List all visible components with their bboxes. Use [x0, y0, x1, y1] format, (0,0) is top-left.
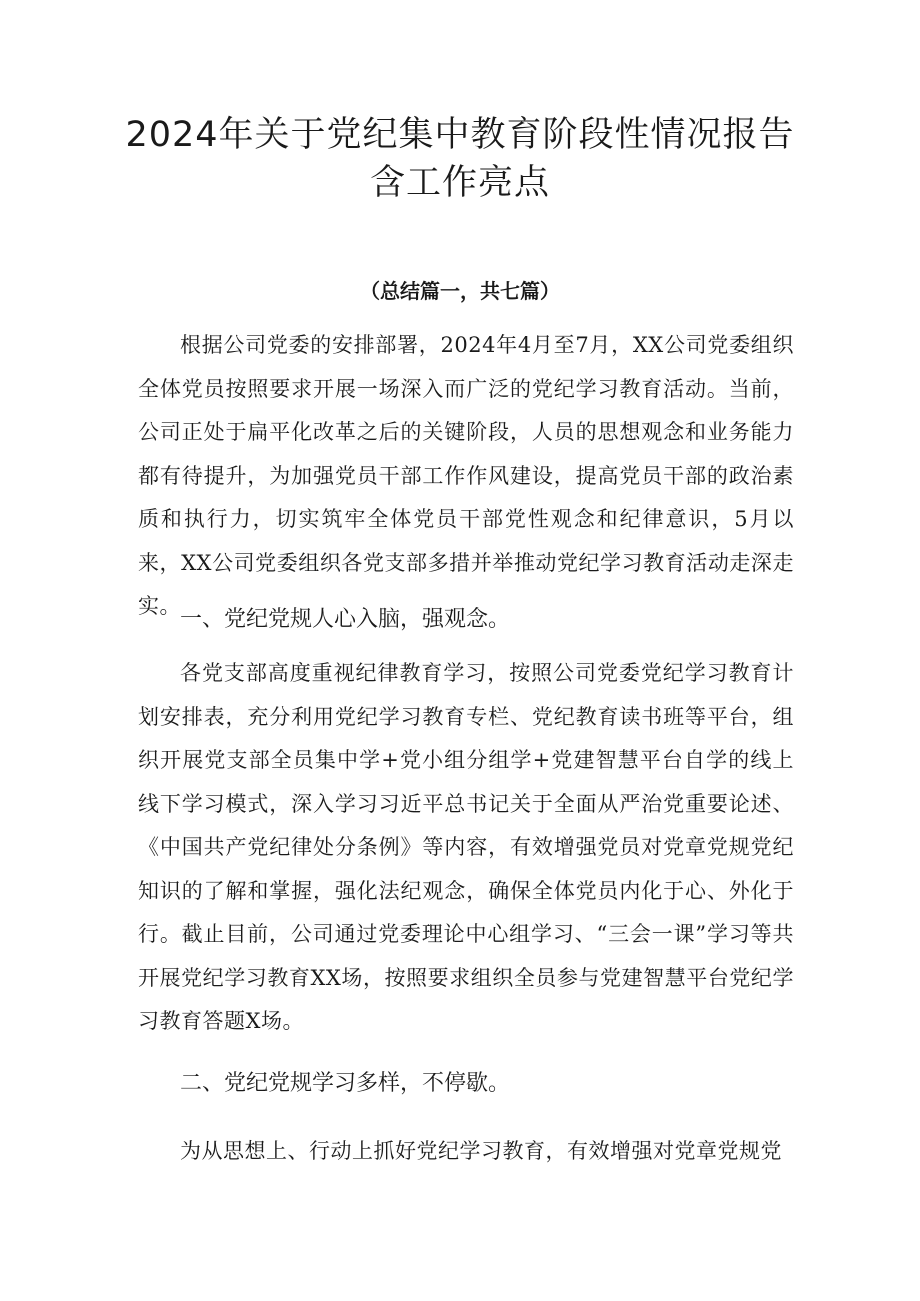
section-2-heading: 二、党纪党规学习多样，不停歇。 [180, 1071, 511, 1096]
section-1-paragraph: 各党支部高度重视纪律教育学习，按照公司党委党纪学习教育计划安排表，充分利用党纪学习教育专栏、党纪教育读书班等平台，组织开展党支部全员集中学+党小组分组学+党建智慧平台自学的线上线下学习模式，深入学习习近平总书记关于全面从严治党重要论述、《中国共产党纪律处分条例》等内容，有效增强党员对党章党规党纪知识的了解和掌握，强化法纪观念，确保全体党员内化于心、外化于行。截止目前，公司通过党委理论中心组学习、“三会一课”学习等共开展党纪学习教育XX场，按照要求组织全员参与党建智慧平台党纪学习教育答题X场。 [138, 661, 794, 1033]
section-1-heading: 一、党纪党规人心入脑，强观念。 [180, 607, 511, 632]
document-subtitle: （总结篇一，共七篇） [360, 279, 560, 303]
section-2-paragraph: 为从思想上、行动上抓好党纪学习教育，有效增强对党章党规党 [180, 1139, 782, 1163]
document-title-line-1: 2024年关于党纪集中教育阶段性情况报告 [125, 115, 795, 155]
intro-paragraph: 根据公司党委的安排部署，2024年4月至7月，XX公司党委组织全体党员按照要求开展一场深入而广泛的党纪学习教育活动。当前，公司正处于扁平化改革之后的关键阶段，人员的思想观念和业务能力都有待提升，为加强党员干部工作作风建设，提高党员干部的政治素质和执行力，切实筑牢全体党员干部党性观念和纪律意识，5月以来，XX公司党委组织各党支部多措并举推动党纪学习教育活动走深走实。 [138, 333, 794, 618]
document-title-line-2: 含工作亮点 [369, 163, 550, 203]
